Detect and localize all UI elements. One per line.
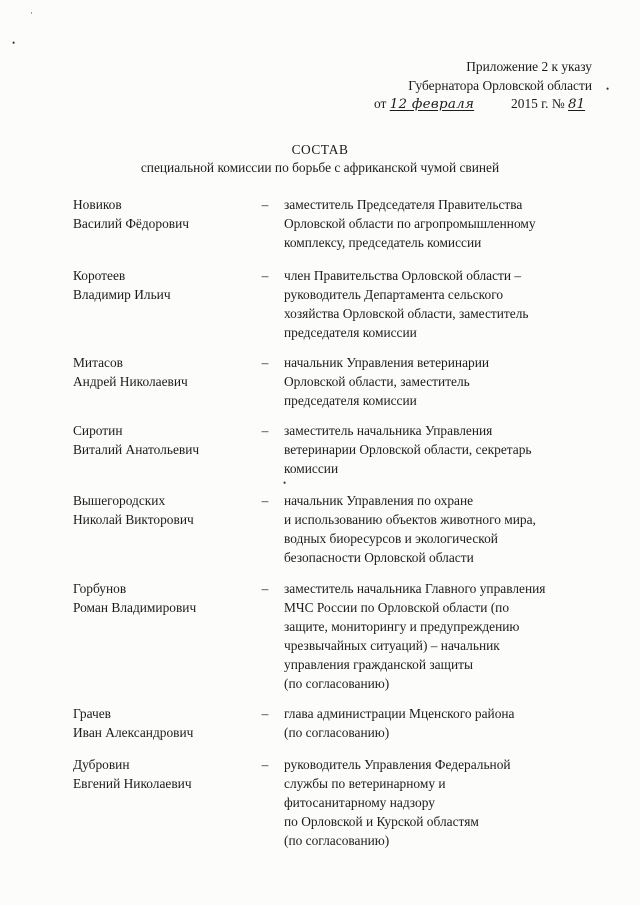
member-role: заместитель начальника Главного управления МЧС России по Орловской области (по защите, мониторингу и предупреждению чрезвычайных ситуаций) – начальник управления гражданской защиты (по согласованию) (284, 581, 546, 691)
scan-speck: • (12, 38, 16, 48)
member-given-name: Евгений Николаевич (73, 776, 192, 791)
member-given-name: Андрей Николаевич (73, 374, 188, 389)
member-name (73, 266, 253, 304)
member-given-name: Владимир Ильич (73, 287, 171, 302)
member-dash: – (261, 423, 269, 438)
member-role: глава администрации Мценского района (по согласованию) (284, 706, 515, 740)
member-name (73, 704, 253, 742)
handwritten-date: 12 февраля (389, 97, 475, 112)
member-role: член Правительства Орловской области – руководитель Департамента сельского хозяйства Орловской области, заместитель председателя комиссии (284, 268, 529, 340)
appendix-line-1: Приложение 2 к указу (466, 59, 592, 74)
member-dash: – (261, 355, 269, 370)
member-surname: Сиротин (73, 423, 123, 438)
member-dash: – (261, 268, 269, 283)
member-surname: Дубровин (73, 757, 130, 772)
member-name (73, 579, 253, 617)
member-surname: Горбунов (73, 581, 127, 596)
member-dash: – (261, 493, 269, 508)
member-dash: – (261, 706, 269, 721)
member-name (73, 491, 253, 529)
member-surname: Вышегородских (73, 493, 166, 508)
member-surname: Новиков (73, 197, 122, 212)
member-name (73, 421, 253, 459)
member-given-name: Роман Владимирович (73, 600, 197, 615)
document-title (0, 141, 640, 177)
member-role: начальник Управления по охране и использованию объектов животного мира, водных биоресурсов и экологической безопасности Орловской области (284, 493, 536, 565)
member-surname: Митасов (73, 355, 123, 370)
appendix-header (374, 58, 592, 115)
member-role: руководитель Управления Федеральной службы по ветеринарному и фитосанитарному надзору по Орловской и Курской областям (по согласованию) (284, 757, 511, 848)
member-role: начальник Управления ветеринарии Орловской области, заместитель председателя комиссии (284, 355, 490, 408)
member-name (73, 195, 253, 233)
member-given-name: Иван Александрович (73, 725, 194, 740)
member-given-name: Виталий Анатольевич (73, 442, 200, 457)
appendix-dateline (374, 95, 592, 115)
title-subheading: специальной комиссии по борьбе с африканской чумой свиней (140, 160, 500, 175)
member-surname: Грачев (73, 706, 112, 721)
member-dash: – (261, 581, 269, 596)
member-given-name: Николай Викторович (73, 512, 194, 527)
appendix-line-2: Губернатора Орловской области (408, 77, 592, 93)
member-name (73, 353, 253, 391)
scan-speck: · (30, 8, 33, 18)
title-heading: СОСТАВ (291, 142, 349, 157)
member-given-name: Василий Фёдорович (73, 216, 189, 231)
member-name (73, 755, 253, 793)
handwritten-number: 81 (568, 97, 586, 112)
member-dash: – (261, 197, 269, 212)
member-role: заместитель Председателя Правительства Орловской области по агропромышленному комплексу, председатель комиссии (284, 197, 536, 250)
date-prefix: от (373, 96, 387, 111)
scan-speck: • (606, 84, 610, 94)
member-surname: Коротеев (73, 268, 126, 283)
member-role: заместитель начальника Управления ветеринарии Орловской области, секретарь комиссии (284, 423, 532, 476)
scan-speck: • (283, 478, 287, 488)
member-dash: – (261, 757, 269, 772)
date-year: 2015 г. № (511, 96, 565, 111)
